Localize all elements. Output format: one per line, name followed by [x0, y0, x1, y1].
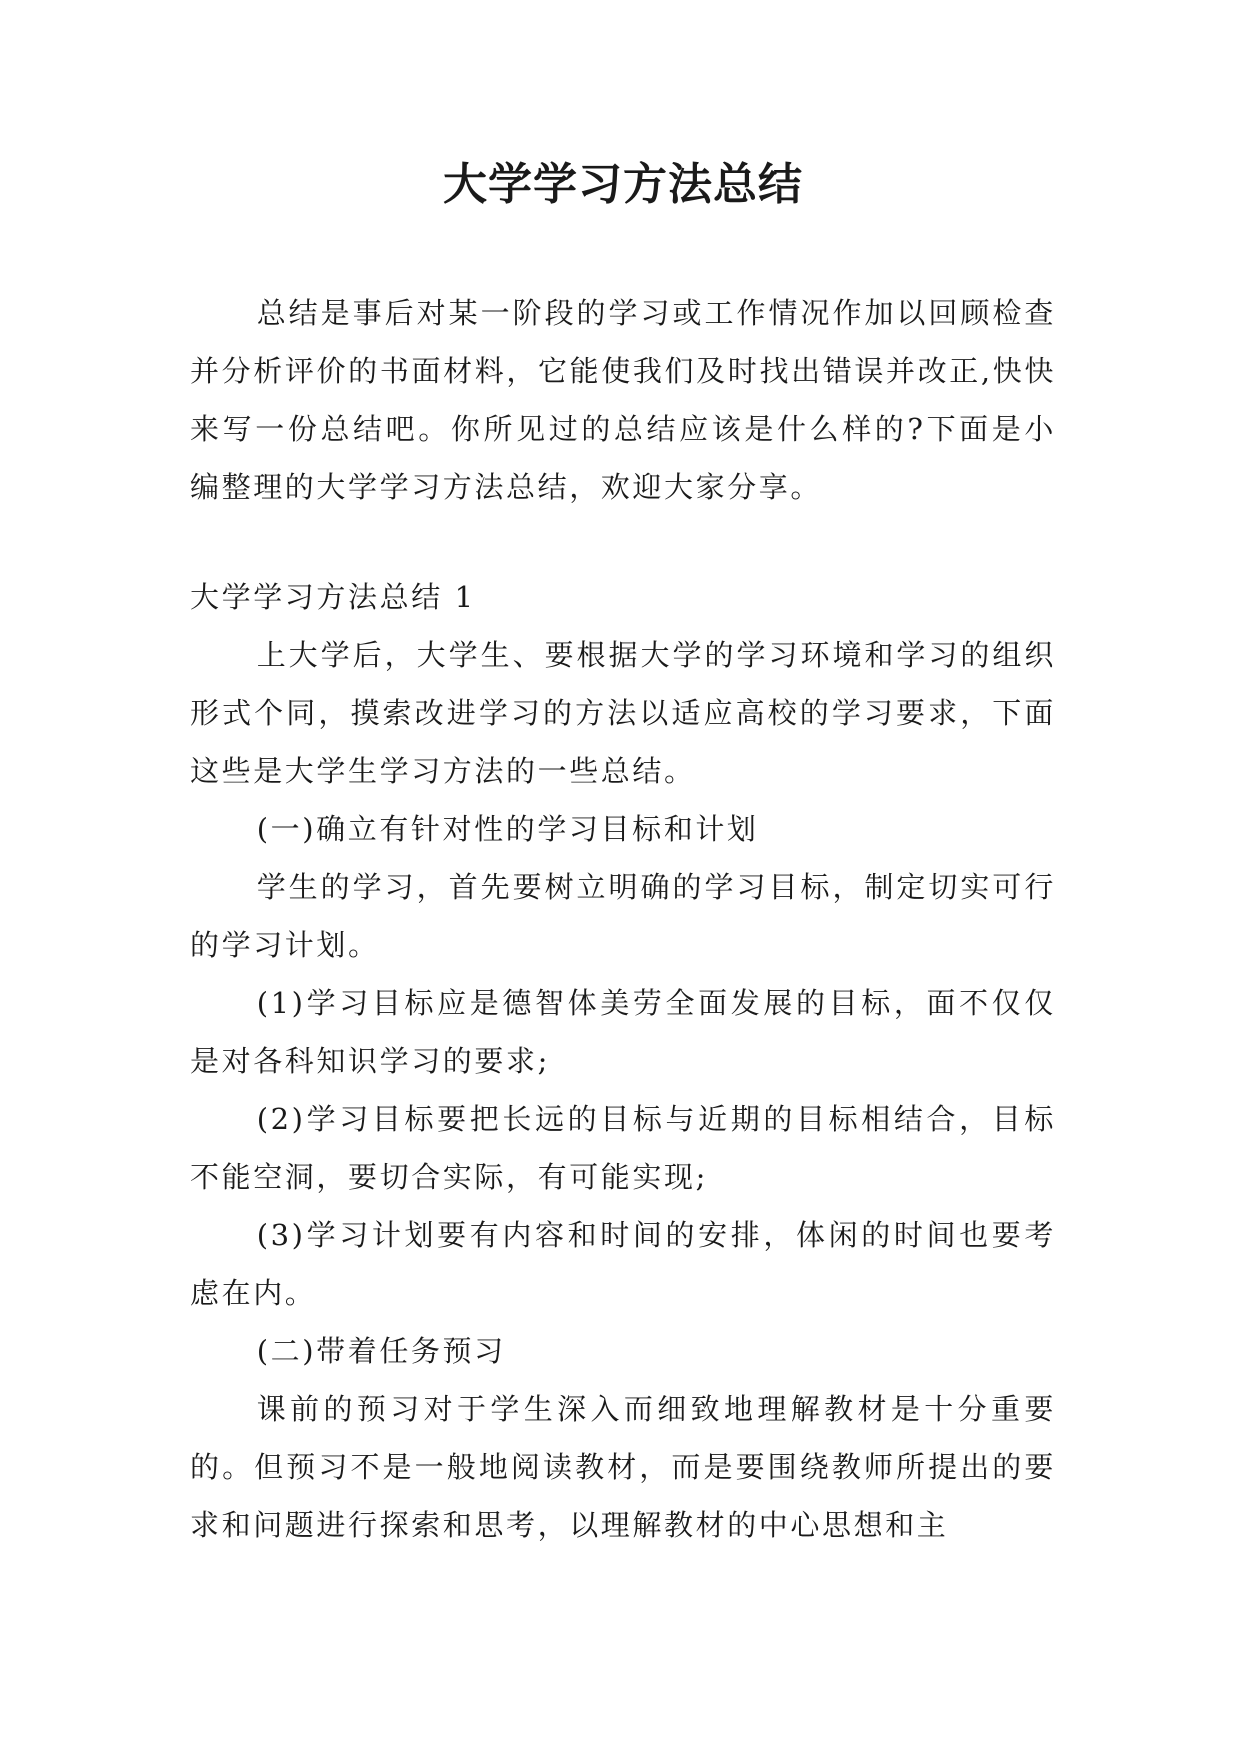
paragraph-gap: [190, 516, 1056, 568]
document-body: [190, 284, 1056, 1554]
body-paragraph: 上大学后，大学生、要根据大学的学习环境和学习的组织形式个同，摸索改进学习的方法以适应高校的学习要求，下面这些是大学生学习方法的一些总结。: [190, 638, 1056, 788]
intro-paragraph: 总结是事后对某一阶段的学习或工作情况作加以回顾检查并分析评价的书面材料，它能使我们及时找出错误并改正,快快来写一份总结吧。你所见过的总结应该是什么样的?下面是小编整理的大学学习方法总结，欢迎大家分享。: [190, 296, 1056, 504]
list-item: (2)学习目标要把长远的目标与近期的目标相结合，目标不能空洞，要切合实际，有可能实现;: [190, 1102, 1056, 1194]
body-paragraph: 课前的预习对于学生深入而细致地理解教材是十分重要的。但预习不是一般地阅读教材，而是要围绕教师所提出的要求和问题进行探索和思考，以理解教材的中心思想和主: [190, 1392, 1056, 1542]
section-heading: 大学学习方法总结 1: [190, 580, 476, 614]
list-item: (3)学习计划要有内容和时间的安排，体闲的时间也要考虑在内。: [190, 1218, 1056, 1310]
list-item: (1)学习目标应是德智体美劳全面发展的目标，面不仅仅是对各科知识学习的要求;: [190, 986, 1056, 1078]
subheading: (一)确立有针对性的学习目标和计划: [256, 812, 759, 846]
document-title: 大学学习方法总结: [443, 159, 803, 210]
body-paragraph: 学生的学习，首先要树立明确的学习目标，制定切实可行的学习计划。: [190, 870, 1056, 962]
subheading: (二)带着任务预习: [256, 1334, 506, 1368]
